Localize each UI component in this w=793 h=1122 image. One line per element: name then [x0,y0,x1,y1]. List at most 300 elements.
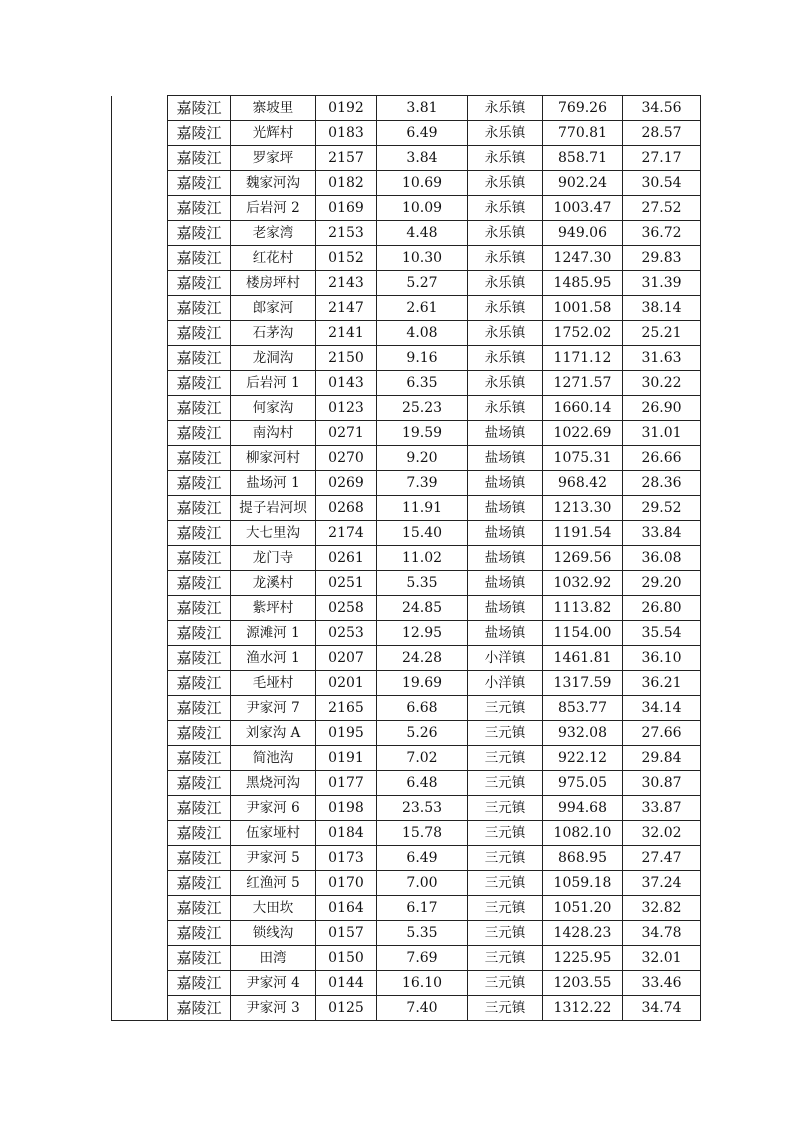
value-b-cell: 30.87 [623,771,701,796]
value-b-cell: 37.24 [623,871,701,896]
table-row [112,521,701,546]
name-cell: 大田坎 [231,896,316,921]
area-cell: 10.30 [377,246,468,271]
name-cell: 尹家河 3 [231,996,316,1021]
river-cell: 嘉陵江 [168,596,231,621]
table-row [112,871,701,896]
area-cell: 6.68 [377,696,468,721]
area-cell: 19.69 [377,671,468,696]
river-cell: 嘉陵江 [168,746,231,771]
area-cell: 10.69 [377,171,468,196]
town-cell: 三元镇 [468,821,543,846]
merged-left-cell [112,771,168,796]
value-b-cell: 26.66 [623,446,701,471]
name-cell: 龙门寺 [231,546,316,571]
name-cell: 光辉村 [231,121,316,146]
merged-left-cell [112,446,168,471]
name-cell: 龙洞沟 [231,346,316,371]
code-cell: 0258 [316,596,377,621]
value-b-cell: 36.72 [623,221,701,246]
value-b-cell: 36.21 [623,671,701,696]
value-a-cell: 1428.23 [543,921,623,946]
river-cell: 嘉陵江 [168,721,231,746]
area-cell: 7.39 [377,471,468,496]
table-row [112,671,701,696]
table-row [112,621,701,646]
merged-left-cell [112,796,168,821]
town-cell: 三元镇 [468,746,543,771]
value-b-cell: 29.20 [623,571,701,596]
river-cell: 嘉陵江 [168,646,231,671]
table-row [112,921,701,946]
merged-left-cell [112,221,168,246]
value-a-cell: 1003.47 [543,196,623,221]
river-cell: 嘉陵江 [168,371,231,396]
code-cell: 0184 [316,821,377,846]
table-row [112,721,701,746]
town-cell: 永乐镇 [468,146,543,171]
river-cell: 嘉陵江 [168,421,231,446]
town-cell: 永乐镇 [468,96,543,121]
area-cell: 19.59 [377,421,468,446]
value-b-cell: 34.78 [623,921,701,946]
area-cell: 6.49 [377,121,468,146]
town-cell: 三元镇 [468,971,543,996]
value-b-cell: 27.66 [623,721,701,746]
table-row [112,996,701,1021]
value-a-cell: 932.08 [543,721,623,746]
table-row [112,796,701,821]
code-cell: 0192 [316,96,377,121]
value-a-cell: 1075.31 [543,446,623,471]
area-cell: 15.40 [377,521,468,546]
area-cell: 4.48 [377,221,468,246]
code-cell: 0164 [316,896,377,921]
value-a-cell: 922.12 [543,746,623,771]
name-cell: 罗家坪 [231,146,316,171]
name-cell: 锁线沟 [231,921,316,946]
value-a-cell: 868.95 [543,846,623,871]
merged-left-cell [112,596,168,621]
name-cell: 简池沟 [231,746,316,771]
name-cell: 田湾 [231,946,316,971]
code-cell: 2147 [316,296,377,321]
value-a-cell: 902.24 [543,171,623,196]
merged-left-cell [112,821,168,846]
code-cell: 0182 [316,171,377,196]
code-cell: 0173 [316,846,377,871]
code-cell: 0183 [316,121,377,146]
area-cell: 6.48 [377,771,468,796]
area-cell: 7.00 [377,871,468,896]
value-a-cell: 1317.59 [543,671,623,696]
code-cell: 2174 [316,521,377,546]
merged-left-cell [112,721,168,746]
table-row [112,396,701,421]
table-row [112,646,701,671]
name-cell: 魏家河沟 [231,171,316,196]
river-cell: 嘉陵江 [168,796,231,821]
merged-left-cell [112,346,168,371]
area-cell: 5.35 [377,921,468,946]
code-cell: 0157 [316,921,377,946]
area-cell: 6.35 [377,371,468,396]
value-a-cell: 1059.18 [543,871,623,896]
code-cell: 2157 [316,146,377,171]
name-cell: 伍家垭村 [231,821,316,846]
area-cell: 12.95 [377,621,468,646]
name-cell: 石茅沟 [231,321,316,346]
value-b-cell: 27.17 [623,146,701,171]
code-cell: 0152 [316,246,377,271]
merged-left-cell [112,621,168,646]
river-cell: 嘉陵江 [168,671,231,696]
town-cell: 三元镇 [468,896,543,921]
name-cell: 尹家河 7 [231,696,316,721]
value-a-cell: 1203.55 [543,971,623,996]
name-cell: 源滩河 1 [231,621,316,646]
table-row [112,846,701,871]
code-cell: 0201 [316,671,377,696]
merged-left-cell [112,96,168,121]
merged-left-cell [112,921,168,946]
code-cell: 0270 [316,446,377,471]
value-a-cell: 1269.56 [543,546,623,571]
name-cell: 楼房坪村 [231,271,316,296]
table-row [112,321,701,346]
area-cell: 25.23 [377,396,468,421]
table-row [112,271,701,296]
area-cell: 9.20 [377,446,468,471]
table-row [112,196,701,221]
town-cell: 小洋镇 [468,646,543,671]
value-a-cell: 1082.10 [543,821,623,846]
town-cell: 三元镇 [468,771,543,796]
value-b-cell: 36.08 [623,546,701,571]
name-cell: 龙溪村 [231,571,316,596]
river-cell: 嘉陵江 [168,896,231,921]
town-cell: 三元镇 [468,846,543,871]
code-cell: 0207 [316,646,377,671]
value-b-cell: 30.22 [623,371,701,396]
name-cell: 尹家河 4 [231,971,316,996]
name-cell: 寨坡里 [231,96,316,121]
area-cell: 16.10 [377,971,468,996]
area-cell: 24.28 [377,646,468,671]
merged-left-cell [112,471,168,496]
value-a-cell: 1461.81 [543,646,623,671]
name-cell: 紫坪村 [231,596,316,621]
name-cell: 黑烧河沟 [231,771,316,796]
river-cell: 嘉陵江 [168,221,231,246]
name-cell: 何家沟 [231,396,316,421]
document-page [111,95,701,1021]
value-b-cell: 29.84 [623,746,701,771]
merged-left-cell [112,146,168,171]
value-b-cell: 27.47 [623,846,701,871]
merged-left-cell [112,321,168,346]
town-cell: 永乐镇 [468,171,543,196]
river-cell: 嘉陵江 [168,521,231,546]
town-cell: 永乐镇 [468,371,543,396]
code-cell: 0123 [316,396,377,421]
merged-left-cell [112,571,168,596]
river-cell: 嘉陵江 [168,96,231,121]
town-cell: 三元镇 [468,996,543,1021]
town-cell: 盐场镇 [468,571,543,596]
value-b-cell: 32.01 [623,946,701,971]
value-a-cell: 1113.82 [543,596,623,621]
area-cell: 5.35 [377,571,468,596]
merged-left-cell [112,271,168,296]
code-cell: 0170 [316,871,377,896]
table-row [112,121,701,146]
town-cell: 盐场镇 [468,496,543,521]
name-cell: 大七里沟 [231,521,316,546]
name-cell: 刘家沟 A [231,721,316,746]
table-row [112,471,701,496]
name-cell: 后岩河 2 [231,196,316,221]
town-cell: 永乐镇 [468,246,543,271]
code-cell: 2165 [316,696,377,721]
town-cell: 永乐镇 [468,221,543,246]
town-cell: 永乐镇 [468,321,543,346]
table-row [112,446,701,471]
merged-left-cell [112,946,168,971]
code-cell: 0268 [316,496,377,521]
town-cell: 三元镇 [468,946,543,971]
value-a-cell: 1171.12 [543,346,623,371]
river-cell: 嘉陵江 [168,196,231,221]
town-cell: 永乐镇 [468,271,543,296]
code-cell: 0143 [316,371,377,396]
code-cell: 0125 [316,996,377,1021]
town-cell: 三元镇 [468,871,543,896]
river-cell: 嘉陵江 [168,921,231,946]
table-row [112,171,701,196]
town-cell: 三元镇 [468,696,543,721]
table-row [112,571,701,596]
code-cell: 2141 [316,321,377,346]
code-cell: 0253 [316,621,377,646]
town-cell: 盐场镇 [468,471,543,496]
area-cell: 11.02 [377,546,468,571]
town-cell: 三元镇 [468,796,543,821]
table-row [112,346,701,371]
town-cell: 盐场镇 [468,446,543,471]
value-a-cell: 1271.57 [543,371,623,396]
town-cell: 永乐镇 [468,121,543,146]
name-cell: 尹家河 6 [231,796,316,821]
river-cell: 嘉陵江 [168,571,231,596]
value-a-cell: 1001.58 [543,296,623,321]
area-cell: 24.85 [377,596,468,621]
river-cell: 嘉陵江 [168,321,231,346]
value-a-cell: 1022.69 [543,421,623,446]
area-cell: 6.49 [377,846,468,871]
table-row [112,896,701,921]
merged-left-cell [112,171,168,196]
river-cell: 嘉陵江 [168,946,231,971]
river-cell: 嘉陵江 [168,446,231,471]
code-cell: 0271 [316,421,377,446]
value-b-cell: 34.14 [623,696,701,721]
river-cell: 嘉陵江 [168,121,231,146]
merged-left-cell [112,671,168,696]
value-a-cell: 1247.30 [543,246,623,271]
area-cell: 11.91 [377,496,468,521]
name-cell: 郎家河 [231,296,316,321]
river-cell: 嘉陵江 [168,296,231,321]
merged-left-cell [112,646,168,671]
name-cell: 盐场河 1 [231,471,316,496]
merged-left-cell [112,196,168,221]
merged-left-cell [112,371,168,396]
table-row [112,771,701,796]
table-row [112,371,701,396]
area-cell: 7.40 [377,996,468,1021]
value-a-cell: 1225.95 [543,946,623,971]
table-row [112,146,701,171]
river-cell: 嘉陵江 [168,146,231,171]
value-b-cell: 25.21 [623,321,701,346]
merged-left-cell [112,996,168,1021]
area-cell: 7.69 [377,946,468,971]
value-a-cell: 853.77 [543,696,623,721]
value-b-cell: 34.74 [623,996,701,1021]
name-cell: 渔水河 1 [231,646,316,671]
value-b-cell: 31.39 [623,271,701,296]
area-cell: 10.09 [377,196,468,221]
value-a-cell: 968.42 [543,471,623,496]
town-cell: 盐场镇 [468,421,543,446]
name-cell: 毛垭村 [231,671,316,696]
merged-left-cell [112,746,168,771]
value-a-cell: 1312.22 [543,996,623,1021]
area-cell: 3.81 [377,96,468,121]
river-cell: 嘉陵江 [168,346,231,371]
value-a-cell: 1191.54 [543,521,623,546]
code-cell: 0269 [316,471,377,496]
river-cell: 嘉陵江 [168,471,231,496]
name-cell: 老家湾 [231,221,316,246]
code-cell: 2153 [316,221,377,246]
value-b-cell: 36.10 [623,646,701,671]
town-cell: 小洋镇 [468,671,543,696]
value-a-cell: 858.71 [543,146,623,171]
table-row [112,296,701,321]
river-cell: 嘉陵江 [168,771,231,796]
table-row [112,96,701,121]
value-a-cell: 1660.14 [543,396,623,421]
value-a-cell: 1752.02 [543,321,623,346]
data-table [111,95,701,1021]
area-cell: 7.02 [377,746,468,771]
table-row [112,221,701,246]
value-b-cell: 33.46 [623,971,701,996]
merged-left-cell [112,396,168,421]
town-cell: 三元镇 [468,921,543,946]
value-b-cell: 30.54 [623,171,701,196]
code-cell: 0195 [316,721,377,746]
name-cell: 提子岩河坝 [231,496,316,521]
area-cell: 3.84 [377,146,468,171]
area-cell: 6.17 [377,896,468,921]
river-cell: 嘉陵江 [168,696,231,721]
table-row [112,696,701,721]
town-cell: 盐场镇 [468,546,543,571]
value-a-cell: 1485.95 [543,271,623,296]
river-cell: 嘉陵江 [168,621,231,646]
name-cell: 南沟村 [231,421,316,446]
town-cell: 永乐镇 [468,296,543,321]
river-cell: 嘉陵江 [168,871,231,896]
name-cell: 柳家河村 [231,446,316,471]
merged-left-cell [112,546,168,571]
area-cell: 9.16 [377,346,468,371]
value-b-cell: 26.80 [623,596,701,621]
merged-left-cell [112,246,168,271]
value-b-cell: 33.87 [623,796,701,821]
area-cell: 2.61 [377,296,468,321]
code-cell: 0191 [316,746,377,771]
value-b-cell: 31.01 [623,421,701,446]
value-b-cell: 28.57 [623,121,701,146]
value-b-cell: 35.54 [623,621,701,646]
town-cell: 永乐镇 [468,346,543,371]
river-cell: 嘉陵江 [168,171,231,196]
code-cell: 0177 [316,771,377,796]
table-body [112,96,701,1021]
merged-left-cell [112,896,168,921]
area-cell: 15.78 [377,821,468,846]
town-cell: 永乐镇 [468,396,543,421]
code-cell: 0144 [316,971,377,996]
river-cell: 嘉陵江 [168,971,231,996]
value-b-cell: 32.02 [623,821,701,846]
merged-left-cell [112,846,168,871]
value-b-cell: 38.14 [623,296,701,321]
town-cell: 盐场镇 [468,596,543,621]
name-cell: 红渔河 5 [231,871,316,896]
code-cell: 0261 [316,546,377,571]
table-row [112,596,701,621]
table-row [112,821,701,846]
value-b-cell: 27.52 [623,196,701,221]
value-b-cell: 32.82 [623,896,701,921]
value-b-cell: 31.63 [623,346,701,371]
value-a-cell: 949.06 [543,221,623,246]
area-cell: 5.26 [377,721,468,746]
river-cell: 嘉陵江 [168,821,231,846]
merged-left-cell [112,296,168,321]
merged-left-cell [112,521,168,546]
code-cell: 0251 [316,571,377,596]
town-cell: 盐场镇 [468,521,543,546]
table-row [112,496,701,521]
table-row [112,971,701,996]
code-cell: 0198 [316,796,377,821]
table-row [112,246,701,271]
value-a-cell: 994.68 [543,796,623,821]
merged-left-cell [112,971,168,996]
river-cell: 嘉陵江 [168,271,231,296]
code-cell: 2143 [316,271,377,296]
merged-left-cell [112,421,168,446]
value-a-cell: 769.26 [543,96,623,121]
river-cell: 嘉陵江 [168,496,231,521]
value-a-cell: 975.05 [543,771,623,796]
